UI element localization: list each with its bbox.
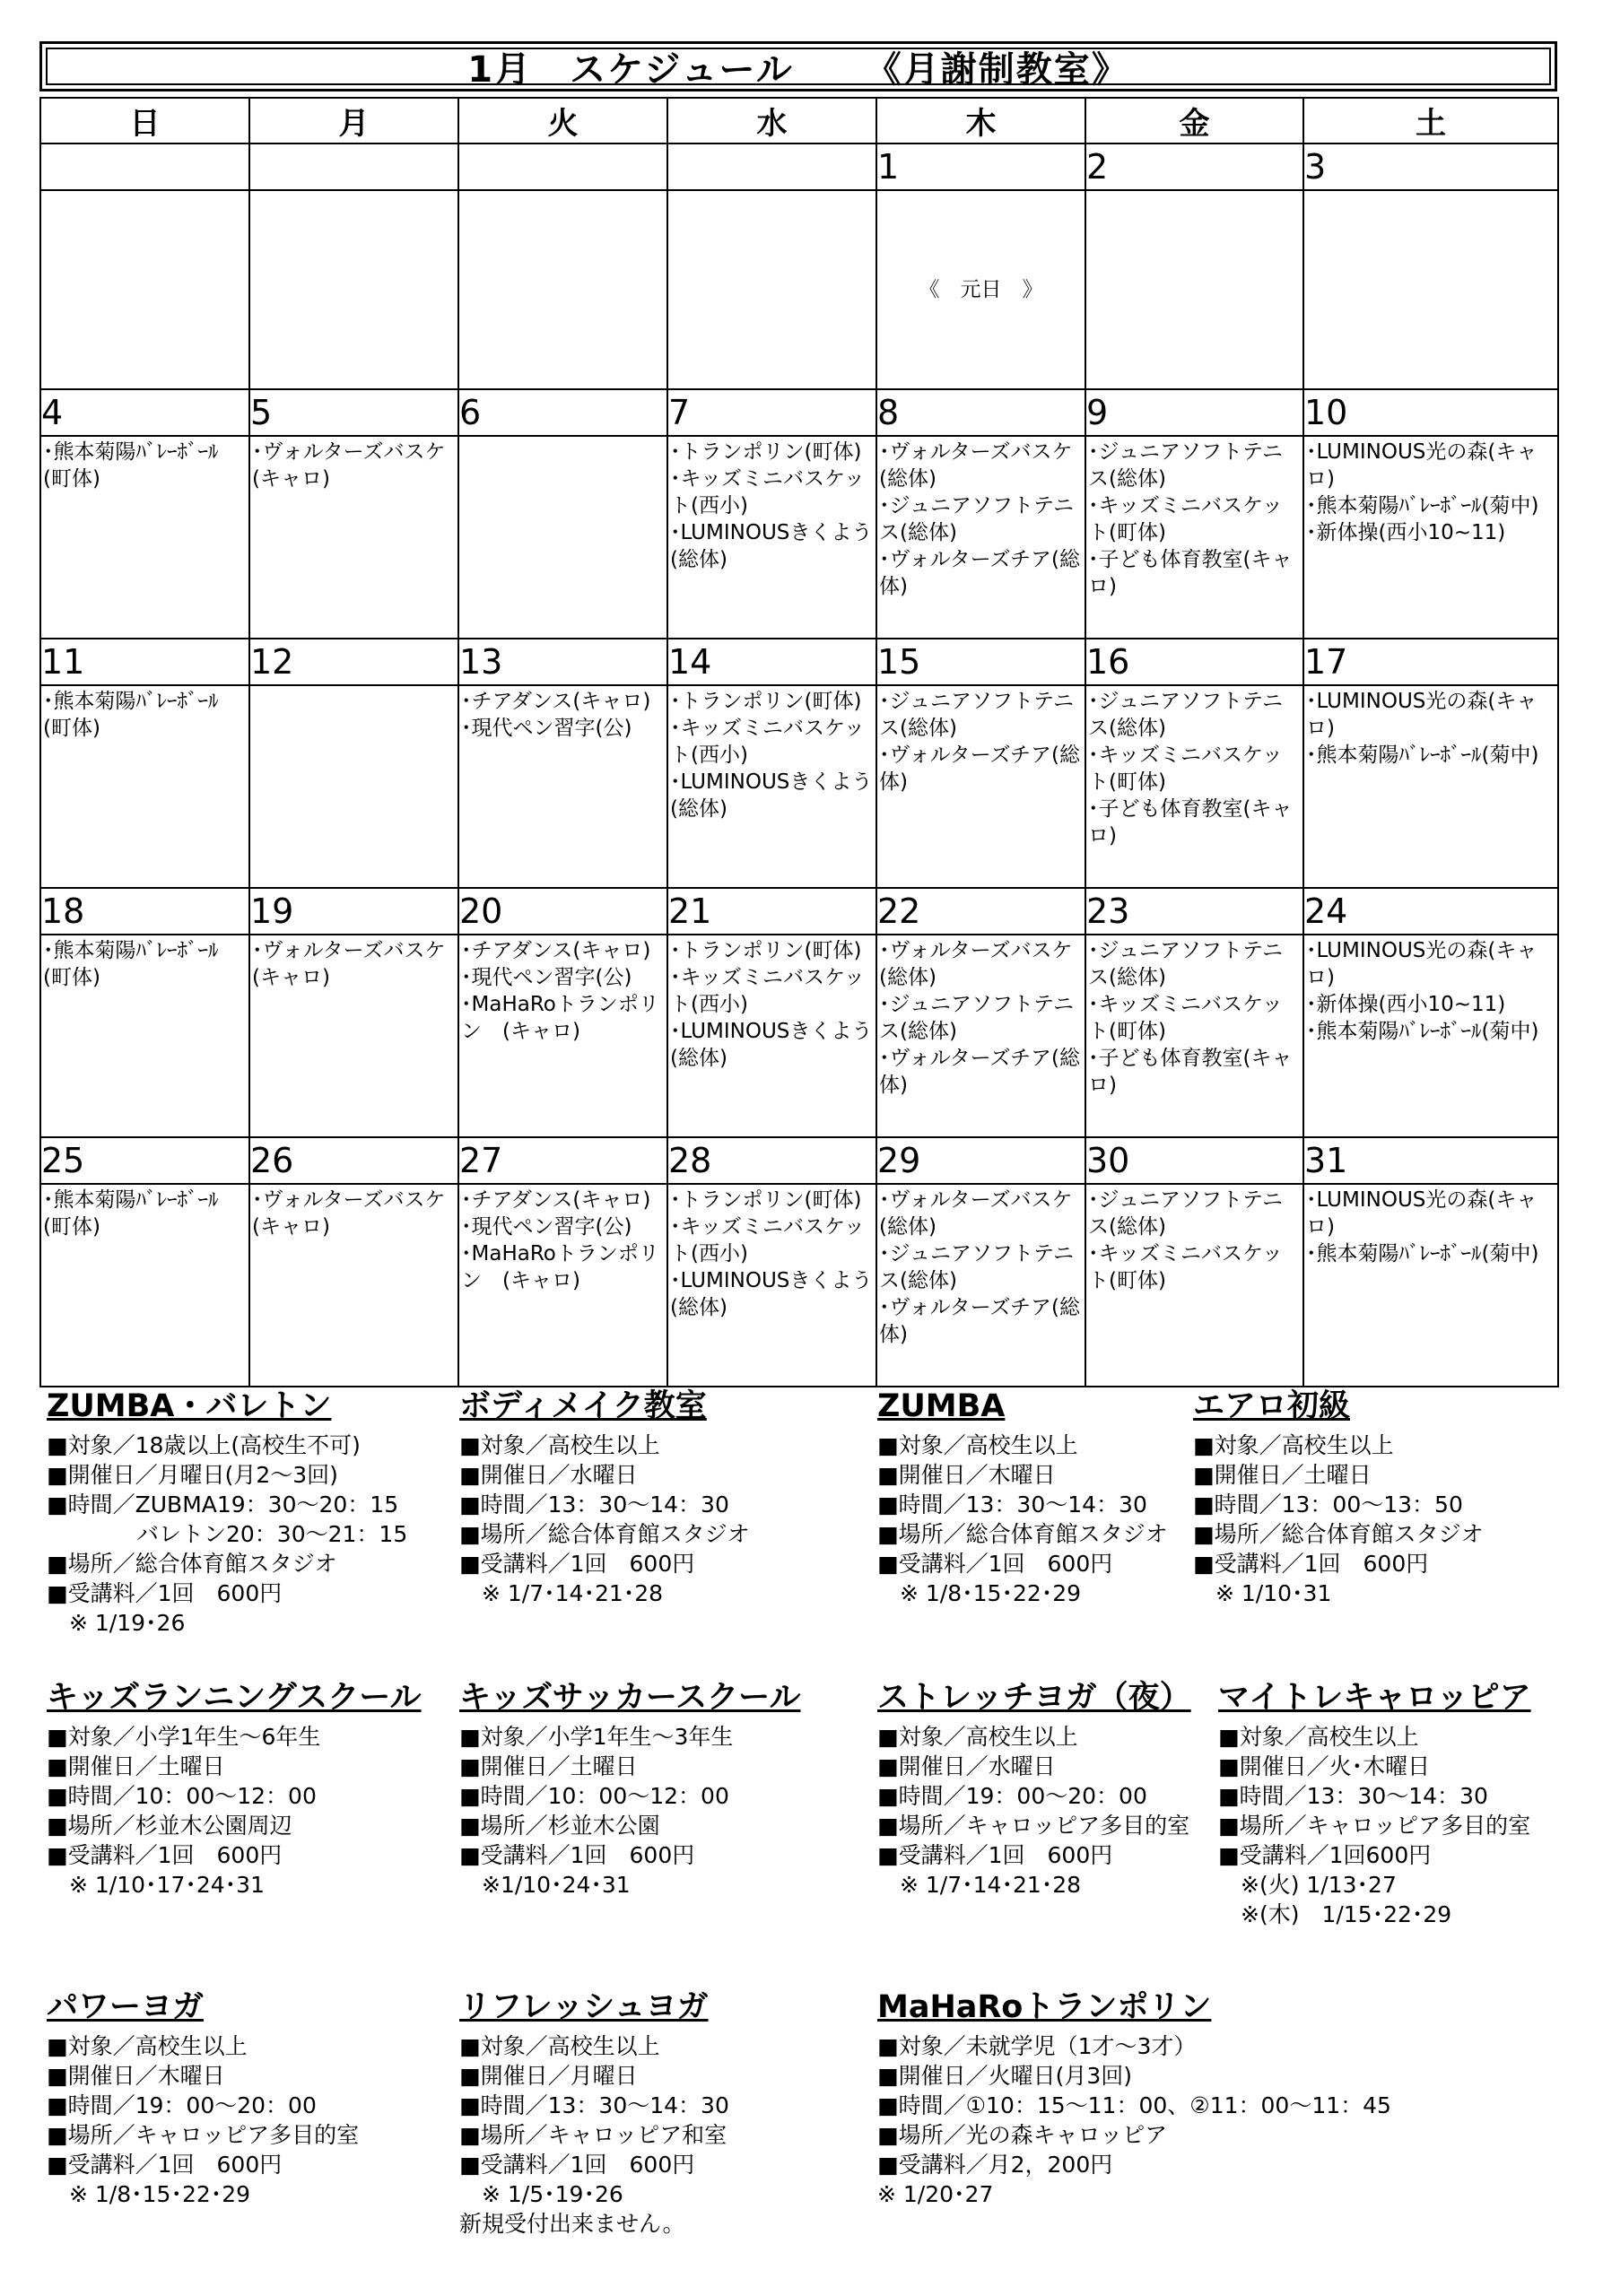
day-events: ･ジュニアソフトテニス(総体) ･キッズミニバスケット(町体) ･子ども体育教室(キャロ) [1088, 939, 1293, 1097]
day-events: ･熊本菊陽ﾊﾞﾚｰﾎﾞｰﾙ(町体) [43, 690, 219, 740]
day-number: 26 [249, 1137, 458, 1184]
day-cell [667, 190, 876, 389]
class-detail-line: ※ 1/10･31 [1193, 1580, 1332, 1606]
day-number [458, 144, 667, 190]
day-cell [1085, 685, 1303, 888]
class-name: キッズランニングスクール [47, 1680, 422, 1716]
day-events: ･チアダンス(キャロ) ･現代ペン習字(公) [461, 690, 651, 740]
day-cell [458, 935, 667, 1137]
class-detail-line: ■開催日／土曜日 [1193, 1462, 1372, 1488]
day-cell [249, 935, 458, 1137]
day-cell [249, 190, 458, 389]
class-detail-line: ■場所／キャロッピア多目的室 [877, 1813, 1190, 1839]
day-number: 28 [667, 1137, 876, 1184]
day-cell [1303, 190, 1558, 389]
week-events-row [40, 1184, 1558, 1387]
day-events: 《 元日 》 [919, 278, 1043, 301]
class-name: ストレッチヨガ（夜） [877, 1680, 1191, 1716]
class-detail-line: ■開催日／木曜日 [877, 1462, 1056, 1488]
day-events: ･熊本菊陽ﾊﾞﾚｰﾎﾞｰﾙ(町体) [43, 440, 219, 491]
day-events: ･トランポリン(町体) ･キッズミニバスケット(西小) ･LUMINOUSきくよう(総体) [670, 939, 873, 1070]
class-detail-line: ※ 1/10･17･24･31 [47, 1872, 265, 1898]
day-cell [1085, 436, 1303, 639]
day-cell [1085, 1184, 1303, 1387]
class-detail-line: ※(木) 1/15･22･29 [1218, 1901, 1452, 1927]
day-number: 29 [876, 1137, 1085, 1184]
day-number: 31 [1303, 1137, 1558, 1184]
class-name: リフレッシュヨガ [459, 1989, 709, 2025]
class-detail-line: ■開催日／月曜日(月2～3回) [47, 1462, 338, 1488]
class-info [47, 1386, 407, 1638]
day-events: ･熊本菊陽ﾊﾞﾚｰﾎﾞｰﾙ(町体) [43, 1188, 219, 1239]
day-cell [667, 436, 876, 639]
day-number: 5 [249, 389, 458, 436]
day-number: 13 [458, 639, 667, 685]
class-detail-line: ■開催日／火曜日(月3回) [877, 2063, 1133, 2089]
day-cell [1303, 935, 1558, 1137]
day-number: 11 [40, 639, 249, 685]
day-cell [876, 1184, 1085, 1387]
day-number: 18 [40, 888, 249, 935]
day-events: ･ジュニアソフトテニス(総体) ･ヴォルターズチア(総体) [879, 690, 1081, 794]
day-cell [249, 436, 458, 639]
day-cell [40, 190, 249, 389]
class-info [459, 1386, 750, 1608]
class-name: MaHaRoトランポリン [877, 1989, 1212, 2025]
day-cell [40, 685, 249, 888]
week-date-row [40, 144, 1558, 190]
day-number: 20 [458, 888, 667, 935]
day-number: 21 [667, 888, 876, 935]
day-number [667, 144, 876, 190]
day-number: 17 [1303, 639, 1558, 685]
day-number: 15 [876, 639, 1085, 685]
day-events [668, 191, 876, 388]
class-detail-line: ■時間／13：30～14：30 [1218, 1783, 1488, 1809]
day-events [459, 191, 666, 388]
class-detail-line: ■時間／13：30～14：30 [877, 1492, 1147, 1518]
class-info [1193, 1386, 1484, 1608]
class-detail-line: ■対象／未就学児（1才～3才） [877, 2033, 1197, 2059]
week-events-row [40, 190, 1558, 389]
class-detail-line: ■開催日／木曜日 [47, 2063, 225, 2089]
day-number: 4 [40, 389, 249, 436]
weekday-tue: 火 [458, 98, 667, 144]
day-cell [876, 685, 1085, 888]
week-date-row [40, 888, 1558, 935]
weekday-fri: 金 [1085, 98, 1303, 144]
weekday-sat: 土 [1303, 98, 1558, 144]
class-name: ZUMBA・バレトン [47, 1388, 332, 1424]
weekday-mon: 月 [249, 98, 458, 144]
day-events: ･LUMINOUS光の森(キャロ) ･新体操(西小10~11) ･熊本菊陽ﾊﾞﾚｰﾎﾞｰﾙ(菊中) [1306, 939, 1539, 1043]
class-detail-line: ■開催日／水曜日 [877, 1753, 1056, 1779]
class-info [47, 1987, 359, 2209]
class-name: ZUMBA [877, 1388, 1006, 1424]
class-detail-line: ※ 1/7･14･21･28 [459, 1580, 664, 1606]
class-detail-line: ※ 1/8･15･22･29 [47, 2181, 251, 2207]
day-events: ･LUMINOUS光の森(キャロ) ･熊本菊陽ﾊﾞﾚｰﾎﾞｰﾙ(菊中) [1306, 1188, 1539, 1265]
day-number: 30 [1085, 1137, 1303, 1184]
class-detail-line: ■対象／高校生以上 [47, 2033, 248, 2059]
class-info [459, 1987, 729, 2239]
day-events: ･ジュニアソフトテニス(総体) ･キッズミニバスケット(町体) ･子ども体育教室(キャロ) [1088, 690, 1293, 848]
day-cell [249, 1184, 458, 1387]
day-number: 2 [1085, 144, 1303, 190]
class-detail-line: ※ 1/19･26 [47, 1610, 186, 1636]
weekday-wed: 水 [667, 98, 876, 144]
weekday-thu: 木 [876, 98, 1085, 144]
class-info [459, 1677, 800, 1900]
day-cell [667, 1184, 876, 1387]
day-cell [458, 190, 667, 389]
day-number: 24 [1303, 888, 1558, 935]
day-number: 8 [876, 389, 1085, 436]
class-detail-line: バレトン20：30～21：15 [47, 1521, 408, 1547]
day-events: ･ヴォルターズバスケ(キャロ) [252, 1188, 446, 1239]
day-events: ･ヴォルターズバスケ(総体) ･ジュニアソフトテニス(総体) ･ヴォルターズチア(総体) [879, 1188, 1081, 1346]
day-cell [1303, 685, 1558, 888]
class-detail-line: ■場所／総合体育館スタジオ [877, 1521, 1168, 1547]
day-cell [40, 935, 249, 1137]
class-detail-line: ■開催日／水曜日 [459, 1462, 638, 1488]
class-detail-line: ■受講料／1回 600円 [47, 1842, 283, 1868]
day-events: ･トランポリン(町体) ･キッズミニバスケット(西小) ･LUMINOUSきくよう(総体) [670, 1188, 873, 1319]
class-detail-line: ■受講料／1回 600円 [877, 1842, 1113, 1868]
title-right: 《月謝制教室》 [865, 48, 1129, 91]
week-date-row [40, 1137, 1558, 1184]
class-detail-line: ■対象／高校生以上 [1218, 1724, 1419, 1750]
class-detail-line: ■受講料／1回 600円 [47, 1580, 283, 1606]
title-left: 1月 スケジュール [467, 48, 794, 91]
class-detail-line: ※(火) 1/13･27 [1218, 1872, 1397, 1898]
day-events [250, 191, 457, 388]
class-detail-line: ■時間／13：30～14：30 [459, 1492, 729, 1518]
class-detail-line: ■受講料／1回 600円 [47, 2152, 283, 2178]
class-detail-line: ■場所／杉並木公園周辺 [47, 1813, 292, 1839]
day-cell [40, 1184, 249, 1387]
class-detail-line: ■対象／高校生以上 [459, 2033, 660, 2059]
class-detail-line: ■場所／光の森キャロッピア [877, 2122, 1168, 2148]
class-detail-line: ■対象／高校生以上 [877, 1724, 1078, 1750]
class-detail-line: ■時間／19：00～20：00 [47, 2092, 317, 2118]
class-detail-line: ※ 1/5･19･26 [459, 2181, 623, 2207]
class-info [1218, 1677, 1531, 1929]
day-number: 16 [1085, 639, 1303, 685]
class-info [877, 1987, 1391, 2209]
class-detail-line: ■開催日／火･木曜日 [1218, 1753, 1431, 1779]
class-detail-line: ■時間／ZUBMA19：30～20：15 [47, 1492, 399, 1518]
day-events [1086, 191, 1302, 388]
day-events [1304, 191, 1557, 388]
class-detail-line: ■時間／①10：15～11：00、②11：00～11：45 [877, 2092, 1391, 2118]
week-events-row [40, 685, 1558, 888]
class-detail-line: ■場所／キャロッピア多目的室 [1218, 1813, 1531, 1839]
day-number: 27 [458, 1137, 667, 1184]
day-cell [876, 935, 1085, 1137]
class-detail-line: ■場所／キャロッピア多目的室 [47, 2122, 360, 2148]
week-events-row [40, 935, 1558, 1137]
day-number: 1 [876, 144, 1085, 190]
day-number: 14 [667, 639, 876, 685]
day-events: ･ジュニアソフトテニス(総体) ･キッズミニバスケット(町体) ･子ども体育教室(キャロ) [1088, 440, 1293, 598]
day-events: ･トランポリン(町体) ･キッズミニバスケット(西小) ･LUMINOUSきくよう(総体) [670, 440, 873, 571]
class-detail-line: ■対象／高校生以上 [459, 1432, 660, 1458]
class-detail-line: ■時間／10：00～12：00 [459, 1783, 729, 1809]
day-cell [1303, 436, 1558, 639]
day-cell [249, 685, 458, 888]
class-detail-line: ■対象／高校生以上 [1193, 1432, 1394, 1458]
class-detail-line: ■時間／10：00～12：00 [47, 1783, 317, 1809]
class-detail-line: ■開催日／月曜日 [459, 2063, 638, 2089]
class-detail-line: ■時間／19：00～20：00 [877, 1783, 1147, 1809]
day-number: 12 [249, 639, 458, 685]
class-detail-line: ■受講料／1回600円 [1218, 1842, 1432, 1868]
day-number [249, 144, 458, 190]
day-number: 10 [1303, 389, 1558, 436]
day-number: 7 [667, 389, 876, 436]
day-events: ･チアダンス(キャロ) ･現代ペン習字(公) ･MaHaRoトランポリン (キャロ) [461, 1188, 659, 1292]
day-cell [667, 935, 876, 1137]
week-events-row [40, 436, 1558, 639]
week-date-row [40, 389, 1558, 436]
day-events: ･LUMINOUS光の森(キャロ) ･熊本菊陽ﾊﾞﾚｰﾎﾞｰﾙ(菊中) ･新体操(西小10~11) [1306, 440, 1539, 544]
calendar [39, 97, 1559, 1387]
class-name: ボディメイク教室 [459, 1388, 707, 1424]
class-detail-line: ■時間／13：30～14：30 [459, 2092, 729, 2118]
class-detail-line: ■開催日／土曜日 [459, 1753, 638, 1779]
day-events: ･ジュニアソフトテニス(総体) ･キッズミニバスケット(町体) [1088, 1188, 1284, 1292]
day-cell [458, 685, 667, 888]
day-events: ･ヴォルターズバスケ(総体) ･ジュニアソフトテニス(総体) ･ヴォルターズチア(総体) [879, 939, 1081, 1097]
class-detail-line: ■受講料／1回 600円 [877, 1551, 1113, 1577]
day-cell [876, 190, 1085, 389]
class-info [877, 1677, 1191, 1900]
class-detail-line: ■場所／杉並木公園 [459, 1813, 660, 1839]
day-events [250, 686, 457, 887]
day-events: ･ヴォルターズバスケ(キャロ) [252, 440, 446, 491]
day-events: ･LUMINOUS光の森(キャロ) ･熊本菊陽ﾊﾞﾚｰﾎﾞｰﾙ(菊中) [1306, 690, 1539, 767]
class-detail-line: ■時間／13：00～13：50 [1193, 1492, 1463, 1518]
day-number: 19 [249, 888, 458, 935]
day-number: 6 [458, 389, 667, 436]
day-cell [1085, 935, 1303, 1137]
day-number: 22 [876, 888, 1085, 935]
class-detail-line: ■場所／キャロッピア和室 [459, 2122, 727, 2148]
class-name: マイトレキャロッピア [1218, 1680, 1531, 1716]
class-detail-line: ■場所／総合体育館スタジオ [1193, 1521, 1484, 1547]
class-detail-line: ■対象／18歳以上(高校生不可) [47, 1432, 361, 1458]
class-name: キッズサッカースクール [459, 1680, 801, 1716]
class-detail-line: ■受講料／月2，200円 [877, 2152, 1113, 2178]
class-detail-line: ■受講料／1回 600円 [459, 1551, 695, 1577]
day-events: ･熊本菊陽ﾊﾞﾚｰﾎﾞｰﾙ(町体) [43, 939, 219, 989]
class-detail-line: ■受講料／1回 600円 [459, 1842, 695, 1868]
day-number: 3 [1303, 144, 1558, 190]
class-detail-line: ※ 1/8･15･22･29 [877, 1580, 1082, 1606]
day-cell [667, 685, 876, 888]
day-number [40, 144, 249, 190]
day-events: ･チアダンス(キャロ) ･現代ペン習字(公) ･MaHaRoトランポリン (キャロ) [461, 939, 659, 1043]
day-number: 25 [40, 1137, 249, 1184]
class-detail-line: ■対象／小学1年生～6年生 [47, 1724, 321, 1750]
week-date-row [40, 639, 1558, 685]
day-events: ･ヴォルターズバスケ(総体) ･ジュニアソフトテニス(総体) ･ヴォルターズチア(総体) [879, 440, 1081, 598]
weekday-header [40, 98, 1558, 144]
class-name: パワーヨガ [47, 1989, 205, 2025]
class-detail-line: ■受講料／1回 600円 [459, 2152, 695, 2178]
weekday-sun: 日 [40, 98, 249, 144]
class-name: エアロ初級 [1193, 1388, 1351, 1424]
page-title [39, 41, 1557, 91]
class-detail-line: ■対象／高校生以上 [877, 1432, 1078, 1458]
day-cell [1303, 1184, 1558, 1387]
class-detail-line: ※ 1/7･14･21･28 [877, 1872, 1082, 1898]
day-events [41, 191, 248, 388]
day-cell [1085, 190, 1303, 389]
day-number: 9 [1085, 389, 1303, 436]
day-cell [458, 436, 667, 639]
class-info [47, 1677, 422, 1900]
day-cell [876, 436, 1085, 639]
class-detail-line: ※1/10･24･31 [459, 1872, 631, 1898]
class-detail-line: ■受講料／1回 600円 [1193, 1551, 1429, 1577]
day-events: ･トランポリン(町体) ･キッズミニバスケット(西小) ･LUMINOUSきくよう(総体) [670, 690, 873, 821]
class-detail-line: ■場所／総合体育館スタジオ [459, 1521, 750, 1547]
class-detail-line: 新規受付出来ません。 [459, 2211, 685, 2237]
class-detail-line: ■開催日／土曜日 [47, 1753, 225, 1779]
class-detail-line: ■場所／総合体育館スタジオ [47, 1551, 337, 1577]
day-cell [458, 1184, 667, 1387]
day-number: 23 [1085, 888, 1303, 935]
day-events: ･ヴォルターズバスケ(キャロ) [252, 939, 446, 989]
class-detail-line: ■対象／小学1年生～3年生 [459, 1724, 734, 1750]
day-cell [40, 436, 249, 639]
class-info [877, 1386, 1168, 1608]
class-detail-line: ※ 1/20･27 [877, 2181, 994, 2207]
day-events [459, 437, 666, 638]
